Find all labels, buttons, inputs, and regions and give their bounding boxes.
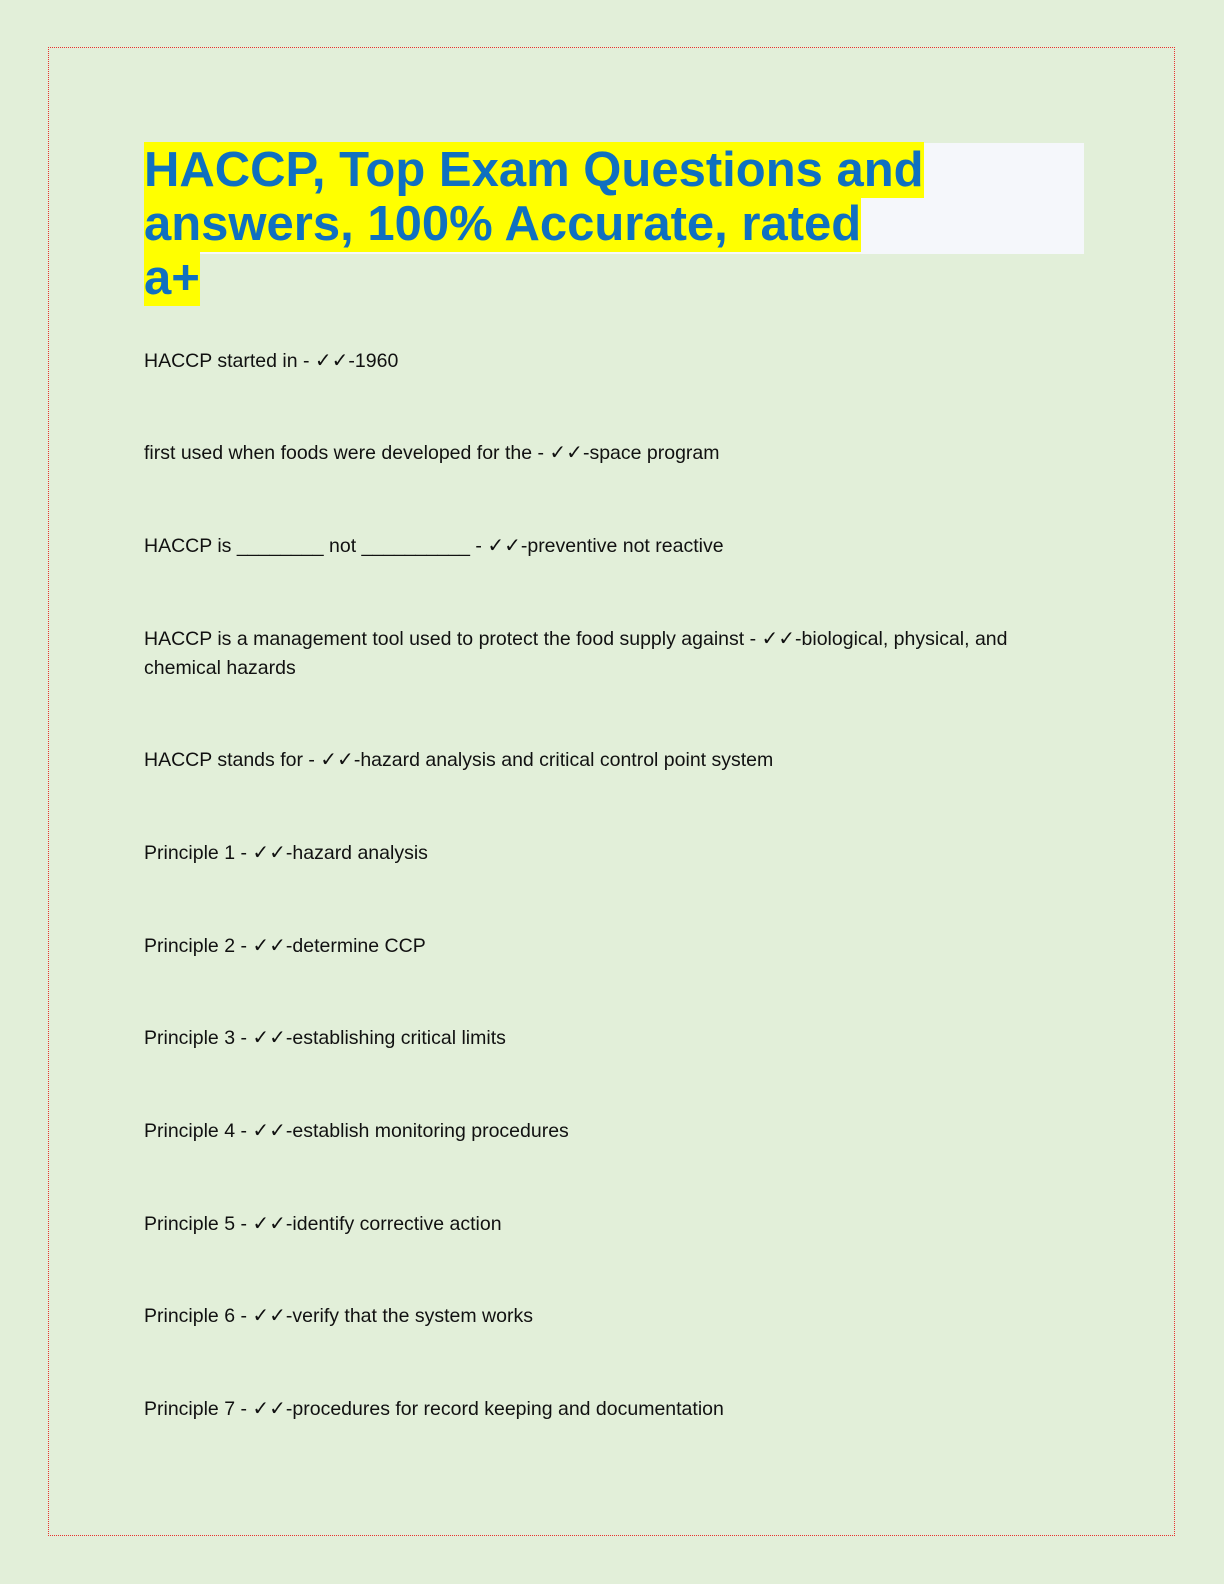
answer-text: verify that the system works xyxy=(292,1305,533,1327)
double-check-icon: ✓✓ xyxy=(252,1396,286,1420)
answer-prefix: - xyxy=(348,350,355,372)
double-check-icon: ✓✓ xyxy=(252,1025,286,1049)
answer-prefix: - xyxy=(285,1027,293,1049)
answer-prefix: - xyxy=(285,1120,293,1142)
qa-item xyxy=(144,1023,1044,1053)
qa-item xyxy=(144,931,1044,961)
answer-text: 1960 xyxy=(354,350,399,372)
qa-item xyxy=(144,531,1044,561)
question-text: Principle 7 xyxy=(144,1398,236,1420)
separator: - xyxy=(235,1305,253,1327)
question-text: Principle 2 xyxy=(144,935,236,957)
answer-text: establishing critical limits xyxy=(292,1027,506,1049)
answer-prefix: - xyxy=(795,628,802,650)
separator: - xyxy=(302,749,321,771)
question-text: Principle 4 xyxy=(144,1120,236,1142)
question-text: HACCP is ________ not __________ xyxy=(144,535,470,557)
question-text: HACCP started in xyxy=(144,350,298,372)
qa-item xyxy=(144,838,1044,868)
double-check-icon: ✓✓ xyxy=(314,348,349,372)
double-check-icon: ✓✓ xyxy=(761,626,796,650)
double-check-icon: ✓✓ xyxy=(252,1211,286,1235)
question-text: Principle 1 xyxy=(144,842,236,864)
answer-text: space program xyxy=(589,442,720,464)
question-text: Principle 6 xyxy=(144,1305,236,1327)
separator: - xyxy=(235,1120,253,1142)
separator: - xyxy=(532,442,550,464)
separator: - xyxy=(235,1027,253,1049)
answer-prefix: - xyxy=(582,442,590,464)
answer-text: establish monitoring procedures xyxy=(292,1120,569,1142)
answer-text: determine CCP xyxy=(292,935,426,957)
answer-text: preventive not reactive xyxy=(527,535,724,557)
separator: - xyxy=(469,535,488,557)
question-text: first used when foods were developed for the xyxy=(144,442,533,464)
qa-item xyxy=(144,346,1044,376)
double-check-icon: ✓✓ xyxy=(252,840,286,864)
double-check-icon: ✓✓ xyxy=(252,1303,286,1327)
double-check-icon: ✓✓ xyxy=(549,440,583,464)
qa-item xyxy=(144,1209,1044,1239)
separator: - xyxy=(235,1398,253,1420)
double-check-icon: ✓✓ xyxy=(487,533,521,557)
answer-text: hazard analysis xyxy=(292,842,428,864)
question-text: Principle 3 xyxy=(144,1027,236,1049)
separator: - xyxy=(297,350,315,372)
title-block xyxy=(144,143,1084,305)
qa-item xyxy=(144,624,1044,683)
qa-item xyxy=(144,1116,1044,1146)
answer-prefix: - xyxy=(353,749,361,771)
question-text: HACCP stands for xyxy=(144,749,303,771)
question-text: HACCP is a management tool used to protect the food supply against xyxy=(144,628,745,650)
answer-text: procedures for record keeping and documentation xyxy=(292,1398,724,1420)
double-check-icon: ✓✓ xyxy=(252,933,286,957)
double-check-icon: ✓✓ xyxy=(320,747,354,771)
answer-prefix: - xyxy=(285,1398,293,1420)
separator: - xyxy=(744,628,762,650)
answer-prefix: - xyxy=(285,1213,293,1235)
qa-item xyxy=(144,745,1044,775)
double-check-icon: ✓✓ xyxy=(252,1118,286,1142)
answer-prefix: - xyxy=(285,842,293,864)
answer-prefix: - xyxy=(285,1305,293,1327)
separator: - xyxy=(235,935,253,957)
qa-item xyxy=(144,438,1044,468)
qa-item xyxy=(144,1301,1044,1331)
answer-prefix: - xyxy=(285,935,293,957)
question-text: Principle 5 xyxy=(144,1213,236,1235)
answer-text: identify corrective action xyxy=(292,1213,502,1235)
qa-item xyxy=(144,1394,1044,1424)
separator: - xyxy=(235,842,253,864)
answer-prefix: - xyxy=(520,535,528,557)
document-title xyxy=(144,143,924,305)
document-title-text: HACCP, Top Exam Questions and answers, 100% Accurate, rated a+ xyxy=(144,143,924,305)
separator: - xyxy=(235,1213,253,1235)
answer-text: biological, physical, and chemical hazards xyxy=(144,628,1008,679)
answer-text: hazard analysis and critical control point system xyxy=(360,749,774,771)
